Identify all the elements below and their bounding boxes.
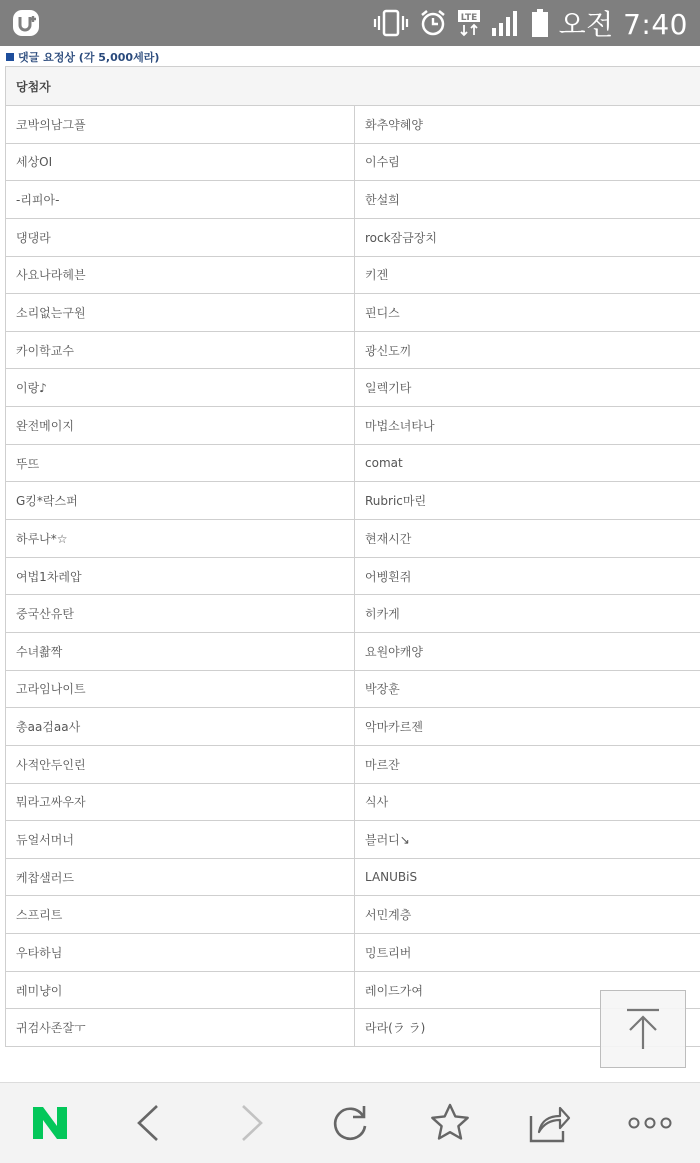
table-row xyxy=(6,859,700,897)
winner-name-left: 수녀촮짝 xyxy=(6,633,355,670)
lte-icon xyxy=(457,8,481,38)
signal-icon xyxy=(491,8,521,38)
table-row xyxy=(6,558,700,596)
table-row xyxy=(6,257,700,295)
refresh-icon xyxy=(329,1102,371,1144)
table-row xyxy=(6,934,700,972)
winner-name-left: 코박의남그플 xyxy=(6,106,355,143)
scroll-to-top-button[interactable] xyxy=(600,990,686,1068)
winner-name-left: 카이학교수 xyxy=(6,332,355,369)
winner-name-right: 핀디스 xyxy=(365,306,400,321)
table-row xyxy=(6,746,700,784)
table-row xyxy=(6,294,700,332)
winner-name-left: 댕댕라 xyxy=(6,219,355,256)
winner-name-left: 케찹샐러드 xyxy=(6,859,355,896)
winner-name-right: 이수림 xyxy=(365,155,400,170)
winner-name-right: 라라(ラ ラ) xyxy=(365,1021,426,1036)
winner-name-left: 소리없는구원 xyxy=(6,294,355,331)
table-row xyxy=(6,407,700,445)
share-button[interactable] xyxy=(520,1093,580,1153)
winner-name-right: 광신도끼 xyxy=(365,343,412,358)
arrow-up-to-top-icon xyxy=(623,1007,663,1051)
bookmark-star-icon xyxy=(429,1102,471,1144)
status-time: 오전 7:40 xyxy=(558,8,688,41)
alarm-icon xyxy=(419,8,447,38)
winner-name-left: -리피아- xyxy=(6,181,355,218)
winner-name-right: 레이드가여 xyxy=(365,983,423,998)
winner-name-right: LANUBiS xyxy=(365,870,418,885)
table-row xyxy=(6,106,700,144)
refresh-button[interactable] xyxy=(320,1093,380,1153)
back-icon xyxy=(135,1103,165,1143)
winner-name-left: 귀검사존잘ㅜ xyxy=(6,1009,355,1046)
carrier-logo-icon xyxy=(12,9,42,37)
more-icon xyxy=(628,1115,672,1131)
winner-name-left: 이랑♪ xyxy=(6,369,355,406)
naver-home-button[interactable] xyxy=(20,1093,80,1153)
winner-name-right: 서민계층 xyxy=(365,908,412,923)
table-row xyxy=(6,972,700,1010)
winner-name-left: 스프리트 xyxy=(6,896,355,933)
table-row xyxy=(6,784,700,822)
table-row xyxy=(6,1009,700,1047)
table-row xyxy=(6,219,700,257)
winner-name-right: 박장훈 xyxy=(365,682,400,697)
winner-name-right: 히카게 xyxy=(365,607,400,622)
winner-name-left: 뭐라고싸우자 xyxy=(6,784,355,821)
vibrate-icon xyxy=(373,8,409,38)
winner-name-right: 요원야캐양 xyxy=(365,644,423,659)
table-header-label: 당첨자 xyxy=(16,79,51,94)
winner-name-left: 여법1차레압 xyxy=(6,558,355,595)
section-title xyxy=(6,50,159,64)
status-bar xyxy=(0,0,700,46)
table-body xyxy=(6,106,700,1047)
winner-name-left: 중국산유탄 xyxy=(6,595,355,632)
bookmark-button[interactable] xyxy=(420,1093,480,1153)
table-row xyxy=(6,671,700,709)
winner-name-right: 어벵흰쥐 xyxy=(365,569,412,584)
winner-name-left: 레미냥이 xyxy=(6,972,355,1009)
section-bullet-icon xyxy=(6,53,14,61)
winner-name-right: 식사 xyxy=(365,795,389,810)
table-row xyxy=(6,633,700,671)
winner-name-left: 우타하님 xyxy=(6,934,355,971)
table-row xyxy=(6,181,700,219)
table-row xyxy=(6,821,700,859)
winner-name-right: 한설희 xyxy=(365,193,400,208)
winner-name-left: 세상OI xyxy=(6,144,355,181)
table-row xyxy=(6,332,700,370)
winner-name-left: 사요나라헤븐 xyxy=(6,257,355,294)
winner-name-right: comat xyxy=(365,456,403,471)
table-row xyxy=(6,595,700,633)
forward-button[interactable] xyxy=(220,1093,280,1153)
winner-name-left: 완전메이지 xyxy=(6,407,355,444)
table-row xyxy=(6,896,700,934)
winner-name-right: 화추약혜양 xyxy=(365,117,423,132)
winner-name-left: 듀얼서머너 xyxy=(6,821,355,858)
winner-name-right: 밍트리버 xyxy=(365,945,412,960)
table-row xyxy=(6,482,700,520)
battery-icon xyxy=(531,8,549,38)
winner-name-right: 블러디↘ xyxy=(365,832,410,847)
winner-name-left: 총aa검aa사 xyxy=(6,708,355,745)
winner-name-left: 하루나*☆ xyxy=(6,520,355,557)
table-row xyxy=(6,445,700,483)
table-row xyxy=(6,520,700,558)
winner-name-left: 사적안두인린 xyxy=(6,746,355,783)
back-button[interactable] xyxy=(120,1093,180,1153)
forward-icon xyxy=(235,1103,265,1143)
naver-home-icon xyxy=(30,1103,70,1143)
winner-name-right: 악마카르젠 xyxy=(365,720,423,735)
winners-table xyxy=(5,66,700,1047)
winner-name-right: 마법소녀타나 xyxy=(365,418,435,433)
browser-bottom-bar xyxy=(0,1082,700,1163)
share-icon xyxy=(528,1102,572,1144)
table-row xyxy=(6,369,700,407)
winner-name-left: G킹*락스퍼 xyxy=(6,482,355,519)
winner-name-right: 일렉기타 xyxy=(365,381,412,396)
section-title-text: 댓글 요정상 (각 5,000세라) xyxy=(18,51,160,64)
winner-name-left: 뚜뜨 xyxy=(6,445,355,482)
more-button[interactable] xyxy=(620,1093,680,1153)
table-header xyxy=(6,67,700,106)
svg-text:LTE: LTE xyxy=(460,13,477,23)
winner-name-right: 키겐 xyxy=(365,268,389,283)
winner-name-right: Rubric마린 xyxy=(365,494,427,509)
table-row xyxy=(6,708,700,746)
winner-name-right: rock잠금장치 xyxy=(365,230,437,245)
winner-name-right: 현재시간 xyxy=(365,531,412,546)
winner-name-left: 고라임나이트 xyxy=(6,671,355,708)
winner-name-right: 마르잔 xyxy=(365,757,400,772)
table-row xyxy=(6,144,700,182)
